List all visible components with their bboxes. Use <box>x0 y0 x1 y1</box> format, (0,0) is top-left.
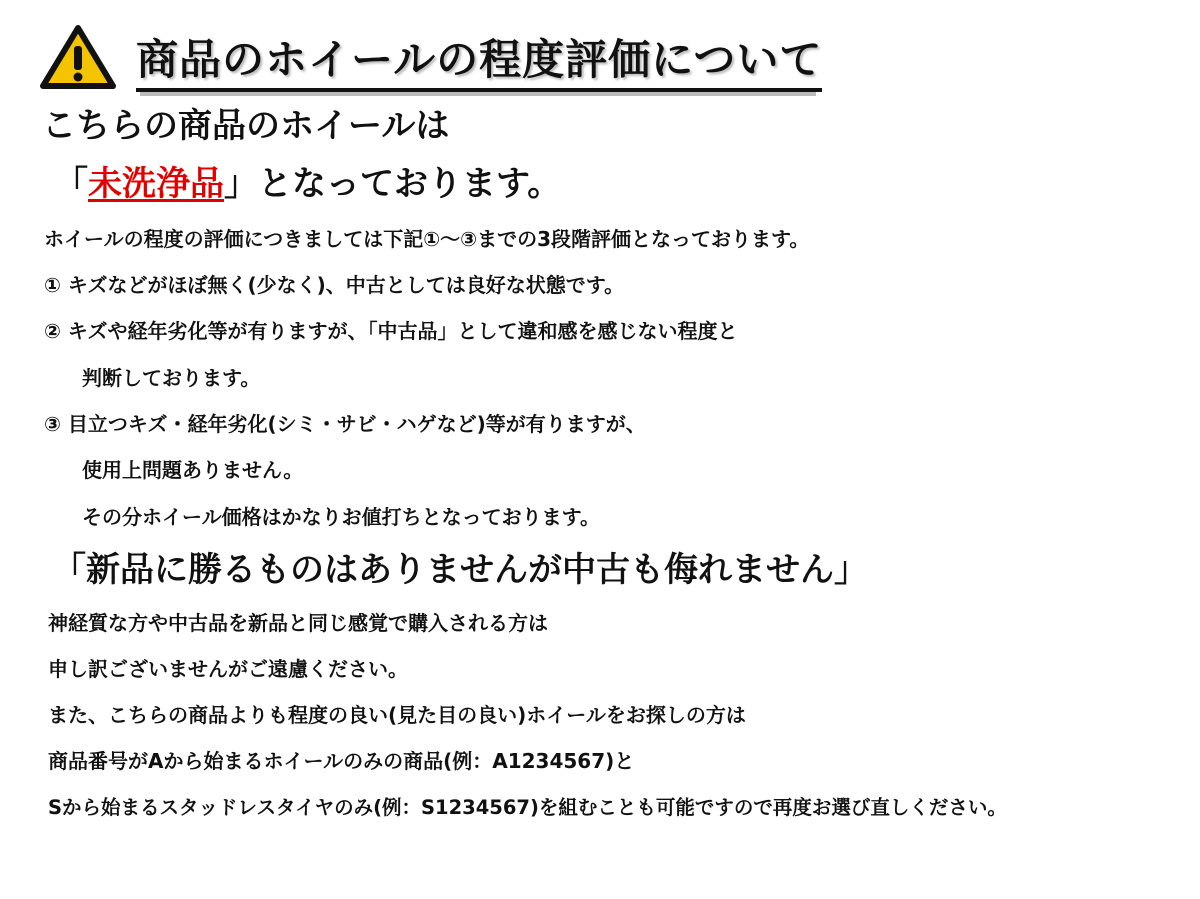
intro-line-2-rest: 」となっております。 <box>224 164 562 204</box>
note-line-2: 申し訳ございませんがご遠慮ください。 <box>48 657 408 681</box>
grade-item-3: ③ 目立つキズ・経年劣化(シミ・サビ・ハゲなど)等が有りますが、 <box>44 412 646 436</box>
warning-triangle-icon <box>40 24 116 90</box>
grading-description: ホイールの程度の評価につきましては下記①～③までの3段階評価となっております。 <box>44 227 810 251</box>
slogan: 「新品に勝るものはありませんが中古も侮れません」 <box>52 550 868 590</box>
page-title: 商品のホイールの程度評価について <box>136 34 822 92</box>
note-line-1: 神経質な方や中古品を新品と同じ感覚で購入される方は <box>48 611 548 635</box>
grade-item-2: ② キズや経年劣化等が有りますが、「中古品」として違和感を感じない程度と <box>44 319 738 343</box>
title-underline-shadow <box>140 92 816 96</box>
grade-item-1: ① キズなどがほぼ無く(少なく)、中古としては良好な状態です。 <box>44 273 625 297</box>
intro-line-2 <box>54 164 561 204</box>
note-line-5: Sから始まるスタッドレスタイヤのみ(例：S1234567)を組むことも可能ですので再度お選び直しください。 <box>48 796 1007 819</box>
open-bracket: 「 <box>54 164 88 204</box>
intro-line-1: こちらの商品のホイールは <box>42 106 450 146</box>
grade-item-2-continued: 判断しております。 <box>82 366 261 390</box>
note-line-4: 商品番号がAから始まるホイールのみの商品(例：A1234567)と <box>48 749 635 773</box>
unwashed-highlight: 未洗浄品 <box>88 164 224 204</box>
grade-item-3-continued-1: 使用上問題ありません。 <box>82 458 304 482</box>
note-line-3: また、こちらの商品よりも程度の良い(見た目の良い)ホイールをお探しの方は <box>48 703 746 727</box>
grade-item-3-continued-2: その分ホイール価格はかなりお値打ちとなっております。 <box>82 505 600 529</box>
